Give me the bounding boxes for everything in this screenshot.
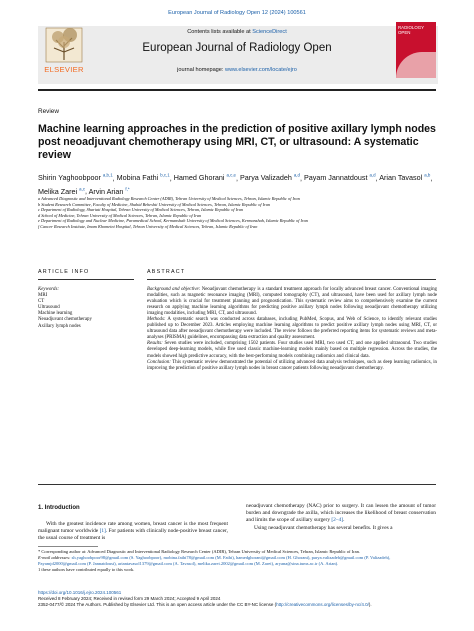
license-statement: 2352-0477/© 2024 The Authors. Published by Elsevier Ltd. This is an open access article under the CC BY-NC license (http://creativecommons.org/licenses/by-nc/4.0/). bbox=[38, 602, 372, 607]
running-reference[interactable]: European Journal of Radiology Open 12 (2024) 100561 bbox=[168, 10, 306, 16]
journal-title: European Journal of Radiology Open bbox=[142, 42, 332, 54]
citation-link[interactable]: [2–4] bbox=[331, 517, 344, 524]
affiliation: f Cancer Research Institute, Imam Khomeini Hospital, Tehran University of Medical Sciences, Tehran, Islamic Republic of Iran bbox=[38, 223, 258, 229]
abstract-body bbox=[147, 287, 437, 372]
corresponding-author-note: * Corresponding author at: Advanced Diagnostic and Interventional Radiology Research Center (ADIR), Tehran University of Medical Sciences, Tehran, Islamic Republic of Iran. bbox=[38, 549, 360, 554]
affiliation: e Department of Radiology and Nuclear Medicine, Paramedical School, Kermanshah University of Medical Sciences, Kermanshah, Islamic Republic of Iran bbox=[38, 218, 308, 223]
abstract-results: Results: Seven studies were included, comprising 1502 patients. Four studies used MRI, two used CT, and one applied ultrasound. Two studies developed deep-learning models, while five used classic machine-learning models mainly based on multiple regression. Across the studies, the models showed high predictive accuracy, with the best-performing models combining radiomics and clinical data. bbox=[147, 341, 437, 359]
homepage-prefix: journal homepage: bbox=[177, 67, 226, 73]
author[interactable]: Arvin Arian $^{f,*}$ bbox=[88, 186, 130, 196]
keyword: Neoadjuvant chemotherapy bbox=[38, 317, 92, 323]
article-info-heading: ARTICLE INFO bbox=[38, 269, 90, 275]
author[interactable]: Melika Zarei $^{a,c}$ bbox=[38, 186, 86, 196]
email-addresses: E-mail addresses: sh.yaghoobpoor98@gmail.com (S. Yaghoobpoor), mobina.fathi78@gmail.com (M. Fathi), hamedghorani@gmail.com (H. Ghorani), parya.valizadeh@gmail.com (P. Valizadeh), Payamjd2000@gmail.com (P. Jannatdoust), ariantavasol1379@gmail.com (A. Tavasol), melika.zarei.2002@gmail.com (M. Zarei), aryana@sina.tums.ac.ir (A. Arian). bbox=[38, 555, 391, 566]
author[interactable]: Mobina Fathi $^{b,c,1}$ bbox=[116, 173, 170, 183]
keyword: Ultrasound bbox=[38, 305, 60, 311]
email-links[interactable]: sh.yaghoobpoor98@gmail.com (S. Yaghoobpoor), mobina.fathi78@gmail.com (M. Fathi), hamedghorani@gmail.com (H. Ghorani), parya.valizadeh@gmail.com (P. Valizadeh), Payamjd2000@gmail.com (P. Jannatdoust), ariantavasol1379@gmail.com (A. Tavasol), melika.zarei.2002@gmail.com (M. Zarei), aryana@sina.tums.ac.ir (A. Arian). bbox=[38, 555, 391, 566]
footnotes bbox=[38, 549, 436, 573]
author[interactable]: Parya Valizadeh $^{a,d}$ bbox=[240, 173, 300, 183]
abstract-heading: ABSTRACT bbox=[147, 269, 186, 275]
abstract-rule bbox=[147, 279, 436, 280]
license-link[interactable]: http://creativecommons.org/licenses/by-nc/4.0/ bbox=[276, 602, 369, 607]
equal-contribution-note: 1 these authors have contributed equally to this work. bbox=[38, 567, 135, 572]
author[interactable]: Shirin Yaghoobpoor $^{a,b,1}$ bbox=[38, 173, 113, 183]
author[interactable]: Arian Tavasol $^{a,b}$ bbox=[379, 173, 431, 183]
affiliation: b Student Research Committee, Faculty of Medicine, Shahid Beheshti University of Medical Sciences, Tehran, Islamic Republic of Iran bbox=[38, 201, 271, 207]
citation-link[interactable]: [1] bbox=[99, 528, 106, 535]
publisher-name: ELSEVIER bbox=[44, 65, 84, 74]
keyword: Machine learning bbox=[38, 311, 73, 317]
affiliations bbox=[38, 196, 438, 229]
affiliation: a Advanced Diagnostic and Interventional Radiology Research Center (ADIR), Tehran University of Medical Sciences, Tehran, Islamic Republic of Iran bbox=[38, 196, 300, 201]
abstract-end-rule bbox=[38, 484, 436, 485]
article-footer bbox=[38, 590, 436, 608]
introduction-heading: 1. Introduction bbox=[38, 505, 80, 511]
author[interactable]: Hamed Ghorani $^{a,c,e}$ bbox=[173, 173, 237, 183]
author[interactable]: Payam Jannatdoust $^{a,d}$ bbox=[303, 173, 376, 183]
header-rule bbox=[38, 89, 436, 91]
received-dates: Received 8 February 2024; Received in revised form 29 March 2024; Accepted 9 April 2024 bbox=[38, 596, 221, 601]
footnote-rule bbox=[38, 546, 98, 547]
abstract-conclusion: Conclusion: This systematic review demonstrated the potential of utilizing advanced data analysis techniques, such as deep learning radiomics, in improving the prediction of positive axillary lymph nodes in breast cancer patients following neoadjuvant chemotherapy. bbox=[147, 359, 437, 371]
contents-prefix: Contents lists available at bbox=[187, 29, 253, 35]
keywords-label: Keywords: bbox=[38, 287, 60, 292]
body-left-column: With the greatest incidence rate among women, breast cancer is the most frequent malignant tumor worldwide [1]. For patients with clinically node-positive breast cancer, the usual course of treatment is bbox=[38, 521, 228, 542]
keywords bbox=[38, 287, 128, 330]
keyword: CT bbox=[38, 299, 45, 305]
author-list: Shirin Yaghoobpoor $^{a,b,1}$, Mobina Fathi $^{b,c,1}$, Hamed Ghorani $^{a,c,e}$, Parya Valizadeh $^{a,d}$, Payam Jannatdoust $^{a,d}$, Arian Tavasol $^{a,b}$, Melika Zarei $^{a,c}$, Arvin Arian $^{f,*}$ bbox=[38, 173, 433, 196]
article-title: Machine learning approaches in the prediction of positive axillary lymph nodes post neoadjuvant chemotherapy using MRI, CT, or ultrasound: A systematic review bbox=[38, 123, 436, 161]
sciencedirect-link[interactable]: ScienceDirect bbox=[252, 29, 287, 35]
article-type: Review bbox=[38, 108, 59, 115]
affiliation: d School of Medicine, Tehran University of Medical Sciences, Tehran, Islamic Republic of Iran bbox=[38, 212, 202, 218]
affiliation: c Department of Radiology, Shariati Hospital, Tehran University of Medical Sciences, Tehran, Islamic Republic of Iran bbox=[38, 207, 244, 212]
keyword: Axillary lymph nodes bbox=[38, 323, 81, 329]
body-right-column: neoadjuvant chemotherapy (NAC) prior to surgery. It can lessen the amount of tumor burden and downgrade the axilla, which increases the likelihood of breast conservation and limits the scope of axillary surgery [2–4]. Using neoadjuvant chemotherapy has several benefits. It gives a bbox=[246, 503, 436, 531]
info-rule bbox=[38, 279, 134, 280]
homepage-link[interactable]: www.elsevier.com/locate/ejro bbox=[225, 67, 297, 73]
cover-wave-decoration bbox=[396, 52, 436, 78]
abstract-background: Background and objective: Neoadjuvant chemotherapy is a standard treatment approach for locally advanced breast cancer. Conventional imaging modalities, such as magnetic resonance imaging (MRI), computed tomography (CT), and ultrasound, have been used for axillary lymph node evaluation which is crucial for treatment planning and prognostication. This systematic review aims to comprehensively examine the current research on applying machine learning algorithms for predicting positive axillary lymph nodes following neoadjuvant chemotherapy utilizing imaging modalities, including MRI, CT, and ultrasound. bbox=[147, 287, 437, 317]
journal-cover-thumbnail bbox=[396, 22, 436, 78]
abstract-methods: Methods: A systematic search was conducted across databases, including PubMed, Scopus, and Web of Science, to identify relevant studies published up to December 2023. Articles employing machine learning algorithms to predict positive axillary lymph nodes using MRI, CT, or ultrasound data after neoadjuvant chemotherapy were included. The review follows the preferred reporting items for systematic reviews and meta-analyses (PRISMA) guidelines, encompassing data extraction and quality assessment. bbox=[147, 317, 437, 341]
doi-link[interactable]: https://doi.org/10.1016/j.ejro.2024.100561 bbox=[38, 590, 122, 595]
keyword: MRI bbox=[38, 293, 48, 299]
cover-title: RADIOLOGY OPEN bbox=[398, 25, 425, 35]
